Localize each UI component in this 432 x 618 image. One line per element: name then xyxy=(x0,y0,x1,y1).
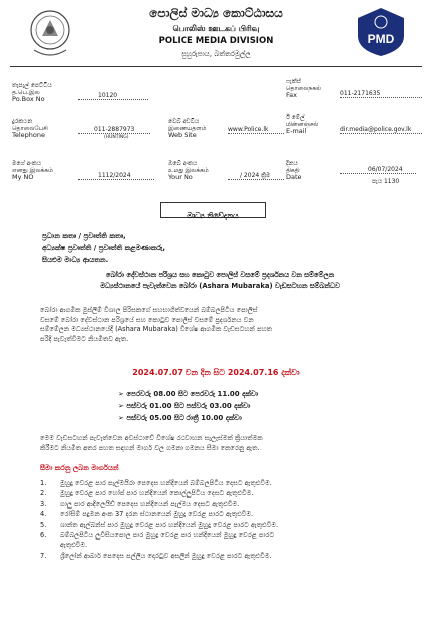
time-slot-1 xyxy=(118,388,258,400)
time-value: පැය 1130 xyxy=(372,178,400,185)
telephone-note: (HUNTING) xyxy=(104,135,129,140)
arrow-bullet-icon: ➢ xyxy=(118,390,127,398)
time-slots xyxy=(118,388,258,424)
list-item-text: ඇතුළුවීම. xyxy=(60,541,88,550)
date-label-en: Date xyxy=(286,173,302,181)
my-no-value: 1112/2024 xyxy=(78,172,154,180)
paragraph-1-line-3: සම්මේලන මධ්‍යස්ථානයේදී (Ashara Mubaraka) විශේෂ ආගමික වැඩසටහන් පහත xyxy=(40,325,273,334)
list-item-number: 4. xyxy=(40,510,47,519)
tel-label-ta: தொலைபேசி xyxy=(12,125,48,132)
header-title-sinhala: පොලිස් මාධ්‍ය කොට්ඨාසය xyxy=(149,6,283,20)
fax-label-en: Fax xyxy=(286,91,297,99)
paragraph-1-line-4: පරිදි පැවැත්වීමට නියමිතව ඇත. xyxy=(40,334,129,343)
web-label-en: Web Site xyxy=(168,131,197,139)
your-no-label-ta: உமது இலக்கம் xyxy=(168,167,209,174)
header-subtitle: සුහුරුපාය, බත්තරමුල්ල xyxy=(181,50,251,58)
email-label xyxy=(286,114,318,135)
list-item-number: 7. xyxy=(40,551,47,560)
pobox-label-en: Po.Box No xyxy=(12,95,45,103)
list-item-text: මුහුදු වෙරළ පාර හෝප් පාර හන්දියෙන් කොල්ලුපිටිය දෙසට ඇතුළුවීම. xyxy=(60,489,254,498)
your-no-label-en: Your No xyxy=(168,173,193,181)
pobox-label xyxy=(12,82,52,103)
list-item-continuation xyxy=(40,540,414,550)
paragraph-1-line-2: වසමේ බෝරා දේවස්ථාන පරිශ්‍රයේ සහ කොටුව පොලිස් වසමේ ප්‍රදර්ශනය වන xyxy=(40,315,254,324)
paragraph-1-line-1: බෝරා ආගමික මුස්ලිම් විශාල පිරිසකගේ සහභාගිත්වයෙන් බම්බලපිටිය පොලිස් xyxy=(40,306,258,314)
your-no-label-si: ඔබේ අංකය xyxy=(168,160,198,167)
web-label-ta: இணையதளம் xyxy=(168,125,207,132)
subject-line-1: බෝරා දේවස්ථාන පරිශ්‍රය සහ කොටුව පොලිස් වසමේ ප්‍රදර්ශනය වන සම්මේලන xyxy=(105,271,335,279)
time-slot-2-text: පස්වරු 01.00 සිට පස්වරු 03.00 දක්වා xyxy=(126,402,251,410)
list-item-text: ශාන්ත ඇල්බන්ස් පාර මුහුදු වෙරළ පාර හන්දියෙන් මුහුදු වෙරළ පාරට ඇතුළුවීම. xyxy=(60,520,279,529)
header-divider xyxy=(10,66,422,67)
routes-list xyxy=(40,478,414,561)
email-label-en: E-mail xyxy=(286,127,307,135)
list-item-number: 2. xyxy=(40,489,47,498)
paragraph-2 xyxy=(40,434,410,453)
arrow-bullet-icon: ➢ xyxy=(118,402,127,410)
list-item-text: ගාලු පාර ආදිලෙයිඩ් පෙදෙස හන්දියෙන් පැල්මය දෙසට ඇතුළුවීම. xyxy=(60,499,240,508)
time-slot-3 xyxy=(118,412,258,424)
date-value: 06/07/2024 xyxy=(340,166,416,174)
fax-label xyxy=(286,78,321,99)
addressee-line-3: සියළුම මාධ්‍ය ආයතන. xyxy=(42,256,109,264)
email-value: dir.media@police.gov.lk xyxy=(340,126,422,134)
list-item xyxy=(40,530,414,540)
pmd-logo-text: PMD xyxy=(367,32,395,46)
pobox-label-ta: த.பெ.இல xyxy=(12,89,40,96)
list-item xyxy=(40,551,414,561)
list-item xyxy=(40,488,414,498)
date-label-ta: திகதி xyxy=(286,167,300,174)
addressee-block xyxy=(42,230,165,266)
subject xyxy=(40,270,400,291)
paragraph-2-line-2: කිරීමට නියමිත අතර පහත සඳහන් මාර්ග වල ගමනා ගමනය සීමා කෙරෙනු ඇත. xyxy=(40,443,260,452)
list-item-text: මුහුදු වෙරළ පාර පැල්මයිරා පෙදෙස හන්දියෙන් බම්බලපිටිය දෙසට ඇතුළුවීම. xyxy=(60,479,272,487)
telephone-label xyxy=(12,118,48,139)
list-item xyxy=(40,520,414,530)
list-item-number: 3. xyxy=(40,499,47,508)
list-item xyxy=(40,509,414,519)
date-range: 2024.07.07 වන දින සිට 2024.07.16 දක්වා xyxy=(132,368,300,377)
pobox-value: 10120 xyxy=(78,92,148,100)
date-label xyxy=(286,160,302,181)
media-release-heading: මාධ්‍ය නිවේදනය xyxy=(187,211,239,220)
pmd-logo xyxy=(354,6,408,58)
header-title-english: POLICE MEDIA DIVISION xyxy=(158,36,274,46)
website-label xyxy=(168,118,206,139)
restricted-roads-heading: සීමා කරනු ලබන මාර්ගයන් xyxy=(40,464,119,472)
list-item-text: රෝසිම් පදුමන අංක 37 දරන ස්ථානයෙන් මුහුදු වෙරළ පාරට ඇතුළුවීම. xyxy=(60,510,254,519)
paragraph-2-line-1: මෙම වැඩසටහන් පැවැත්වෙන අවස්ථාවේ විශේෂ රථවාහන සැලැස්මක් ක්‍රියාත්මක xyxy=(40,434,263,442)
header-title-tamil: பொலிஸ் ஊடகப் பிரிவு xyxy=(172,24,260,33)
your-no-label xyxy=(168,160,209,181)
email-label-si: ඊ මේල් xyxy=(286,114,305,121)
arrow-bullet-icon: ➢ xyxy=(118,414,127,422)
subject-line-2: මධ්‍යස්ථානයේ පැවැත්වෙන බෝරා (Ashara Mubaraka) වැඩසටහන සම්බන්ධව xyxy=(100,281,340,290)
addressee-line-1: ප්‍රධාන කතෘ / ප්‍රවෘත්ති කතෘ, xyxy=(42,232,126,240)
tel-label-si: දුරකථන xyxy=(12,118,33,125)
paragraph-1 xyxy=(40,306,410,344)
pobox-label-si: තැපැල් පෙට්ටිය xyxy=(12,82,52,89)
list-item-text: ශ්‍රීලෝන් ආබාර් පෙදෙස පල්ලිය දොරටුව අසලින් මුහුදු වෙරළ පාරට ඇතුළුවීම. xyxy=(60,551,272,560)
tel-label-en: Telephone xyxy=(12,131,46,139)
my-no-label-si: මගේ අංකය xyxy=(12,160,42,167)
date-label-si: දිනය xyxy=(286,160,298,167)
media-release-heading-box xyxy=(160,202,266,218)
your-no-value: / 2024 ක්‍රිම xyxy=(228,172,284,180)
list-item-number: 5. xyxy=(40,520,47,529)
my-no-label-en: My NO xyxy=(12,173,34,181)
fax-label-ta: தொலைநகல் xyxy=(286,85,322,92)
list-item xyxy=(40,478,414,488)
telephone-value: 011-2887973 xyxy=(78,126,150,134)
list-item-number: 1. xyxy=(40,479,47,487)
list-item xyxy=(40,499,414,509)
time-slot-3-text: පස්වරු 05.00 සිට රාත්‍රී 10.00 දක්වා xyxy=(126,414,242,422)
website-value: www.Police.lk xyxy=(228,126,284,134)
email-label-ta: மின்னஞ்சல் xyxy=(286,121,319,128)
list-item-number: 6. xyxy=(40,531,47,540)
time-slot-2 xyxy=(118,400,258,412)
my-no-label-ta: எனது இலக்கம் xyxy=(12,167,53,174)
fax-label-si: ෆැක්ස් xyxy=(286,78,301,85)
list-item-text: බම්බලපිටිය ලුවිසියපොල පාර මුහුදු වෙරළ පාර හන්දියෙන් මුහුදු වෙරළ පාරට xyxy=(60,531,275,540)
my-no-label xyxy=(12,160,53,181)
time-slot-1-text: පෙරවරු 08.00 සිට පෙරවරු 11.00 දක්වා xyxy=(126,390,259,398)
fax-value: 011-2171635 xyxy=(340,90,422,98)
web-label-si: වෙබ් අඩවිය xyxy=(168,118,200,125)
addressee-line-2: අධ්‍යක්ෂ ප්‍රවෘත්ති / ප්‍රවෘත්ති කළමණාකරු, xyxy=(42,244,166,252)
